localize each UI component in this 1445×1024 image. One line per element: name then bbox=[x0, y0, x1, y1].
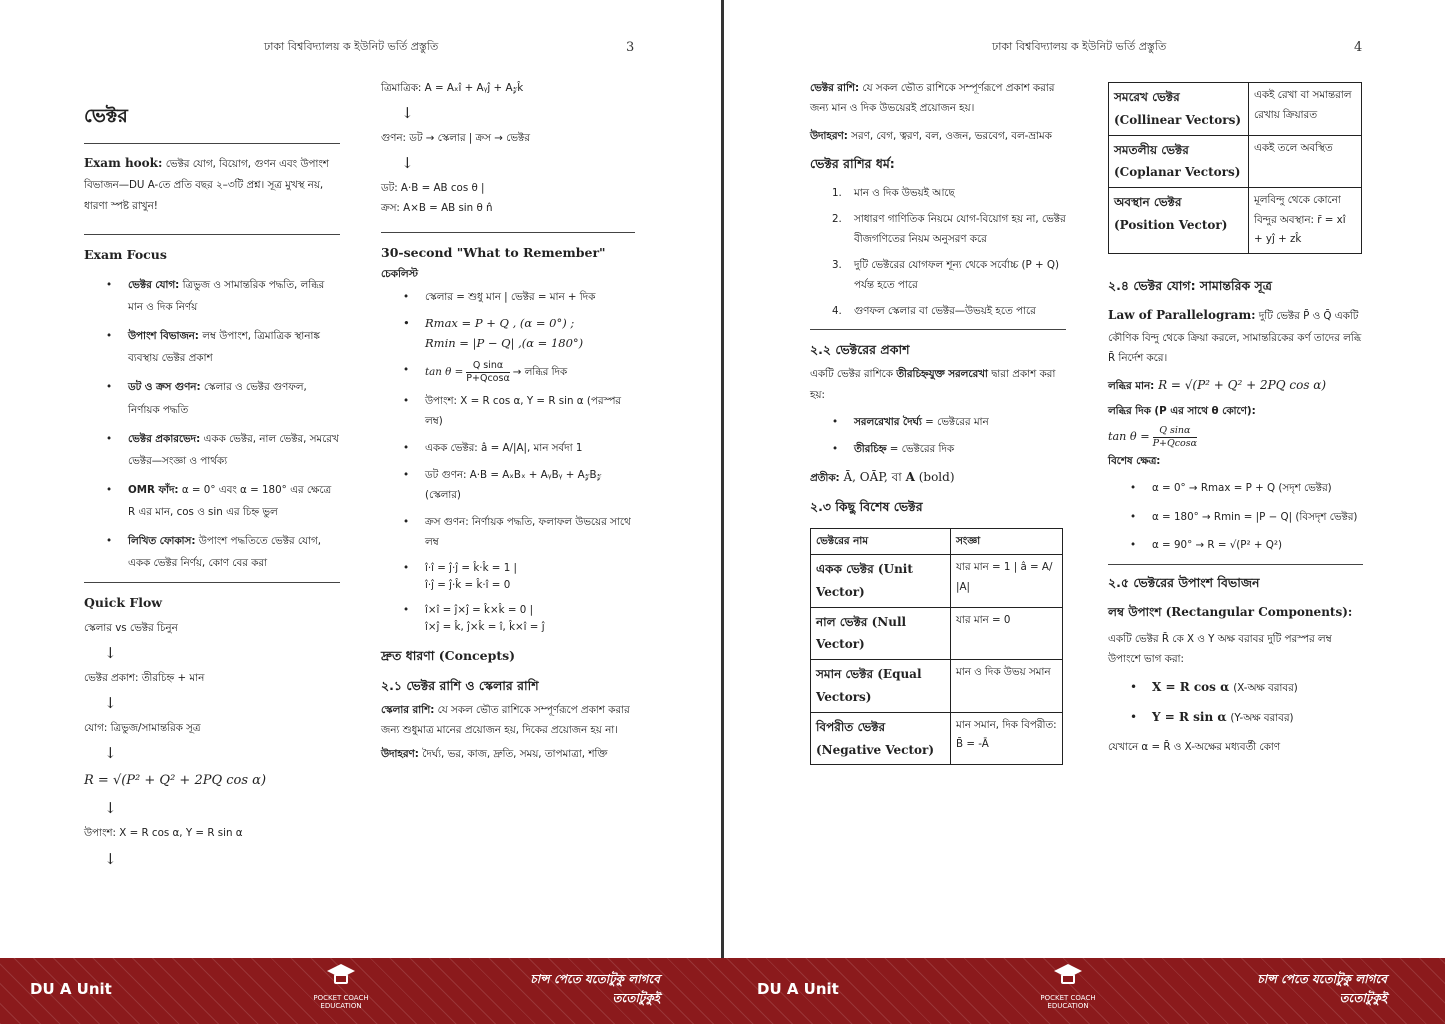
pocket-coach-logo: POCKET COACH EDUCATION bbox=[296, 962, 386, 1022]
special-vectors-table bbox=[810, 528, 1063, 766]
exam-hook: Exam hook: ভেক্টর যোগ, বিয়োগ, গুণন এবং উপাংশ বিভাজন—DU A-তে প্রতি বছর ২–৩টি প্রশ্ন। সূত্র মুখস্থ নয়, ধারণা স্পষ্ট রাখুন! bbox=[84, 156, 329, 212]
list-item: • α = 0° → Rmax = P + Q (সদৃশ ভেক্টর) bbox=[1108, 478, 1363, 500]
list-item: • ডট গুণন: A·B = AₓBₓ + AᵧBᵧ + A𝓏B𝓏 (স্কেলার) bbox=[381, 465, 635, 505]
exam-focus-list bbox=[84, 274, 340, 575]
flow-step: ভেক্টর প্রকাশ: তীরচিহ্ন + মান bbox=[84, 671, 205, 684]
table-cell: সমরেখ ভেক্টর (Collinear Vectors) bbox=[1109, 83, 1249, 136]
symbol-text: প্রতীক: Ā, OĀP, বা A (bold) bbox=[810, 469, 955, 484]
concepts-title: দ্রুত ধারণা (Concepts) bbox=[381, 647, 516, 663]
resultant-direction-title: লব্ধির দিক (P এর সাথে θ কোণে): bbox=[1108, 405, 1256, 418]
table-row bbox=[1109, 135, 1362, 188]
table-cell: নাল ভেক্টর (Null Vector) bbox=[811, 607, 951, 660]
quick-flow-title: Quick Flow bbox=[84, 595, 163, 611]
list-item: 4. গুণফল স্কেলার বা ভেক্টর—উভয়ই হতে পারে bbox=[832, 305, 1036, 317]
remember-title: 30-second "What to Remember" bbox=[381, 245, 606, 261]
remember-list bbox=[381, 287, 635, 637]
list-item: • α = 180° → Rmin = |P − Q| (বিসদৃশ ভেক্টর) bbox=[1108, 507, 1363, 529]
table-cell: একক ভেক্টর (Unit Vector) bbox=[811, 555, 951, 608]
vector-examples: উদাহরণ: সরণ, বেগ, ত্বরণ, বল, ওজন, ভরবেগ, বল-ভ্রামক bbox=[810, 130, 1052, 143]
special-cases-list bbox=[1108, 478, 1363, 557]
table-row bbox=[811, 528, 1063, 555]
rectangular-components-text: একটি ভেক্টর R̄ কে X ও Y অক্ষ বরাবর দুটি পরস্পর লম্ব উপাংশে ভাগ করা: bbox=[1108, 632, 1332, 665]
list-item: • একক ভেক্টর: â = A/|A|, মান সর্বদা 1 bbox=[381, 438, 635, 458]
page-number: 3 bbox=[626, 40, 635, 55]
exam-focus-title: Exam Focus bbox=[84, 246, 167, 262]
list-item: • তীরচিহ্ন = ভেক্টরের দিক bbox=[810, 439, 1066, 459]
graduation-cap-icon bbox=[326, 962, 356, 990]
list-item: • tan θ = $\frac{\text{Q sinα}}{P+Qcos\alpha}$ → লব্ধির দিক bbox=[381, 360, 635, 384]
table-cell: মান ও দিক উভয় সমান bbox=[951, 660, 1063, 713]
page-number: 4 bbox=[1354, 40, 1363, 55]
list-item: • X = R cos α (X-অক্ষ বরাবর) bbox=[1108, 676, 1363, 699]
list-item: 1. মান ও দিক উভয়ই আছে bbox=[832, 186, 955, 199]
cross-formula: ক্রস: A×B = AB sin θ n̂ bbox=[381, 202, 493, 215]
down-arrow-icon: ↓ bbox=[104, 694, 117, 712]
list-item: • î×î = ĵ×ĵ = k̂×k̂ = 0 | î×ĵ = k̂, ĵ×k̂ = î, k̂×î = ĵ bbox=[381, 602, 635, 637]
flow-step: উপাংশ: X = R cos α, Y = R sin α bbox=[84, 827, 243, 840]
footer-brand: DU A Unit bbox=[757, 980, 839, 998]
table-row bbox=[811, 555, 1063, 608]
down-arrow-icon: ↓ bbox=[104, 799, 117, 818]
page-header: ঢাকা বিশ্ববিদ্যালয় ক ইউনিট ভর্তি প্রস্তুতি bbox=[992, 40, 1167, 53]
page4-column-right bbox=[1108, 82, 1363, 757]
table-cell: মূলবিন্দু থেকে কোনো বিন্দুর অবস্থান: r̄ = xî + yĵ + zk̂ bbox=[1249, 188, 1362, 254]
table-cell: সমতলীয় ভেক্টর (Coplanar Vectors) bbox=[1109, 135, 1249, 188]
list-item: • Rmax = P + Q , (α = 0°) ; Rmin = |P − Q| ,(α = 180°) bbox=[381, 314, 635, 353]
dot-formula: ডট: A·B = AB cos θ | bbox=[381, 182, 485, 195]
page3-column-left bbox=[84, 78, 340, 874]
footer-right bbox=[727, 958, 1445, 1024]
parallelogram-law: Law of Parallelogram: দুটি ভেক্টর P̄ ও Q̄ একটি কৌণিক বিন্দু থেকে ক্রিয়া করলে, সামান্তরিকের কর্ণ তাদের লব্ধি R̄ নির্দেশ করে। bbox=[1108, 308, 1362, 364]
flow-step: যোগ: ত্রিভুজ/সামান্তরিক সূত্র bbox=[84, 722, 201, 734]
table-row bbox=[1109, 83, 1362, 136]
scalar-definition: স্কেলার রাশি: যে সকল ভৌত রাশিকে সম্পূর্ণরূপে প্রকাশ করার জন্য শুধুমাত্র মানের প্রয়োজন হয়, দিকের প্রয়োজন হয় না। bbox=[381, 704, 630, 737]
footer-brand: DU A Unit bbox=[30, 980, 112, 998]
special-cases-title: বিশেষ ক্ষেত্র: bbox=[1108, 455, 1161, 468]
components-list bbox=[1108, 676, 1363, 730]
list-item: • î·î = ĵ·ĵ = k̂·k̂ = 1 | î·ĵ = ĵ·k̂ = k̂·î = 0 bbox=[381, 560, 635, 595]
table-cell: মান সমান, দিক বিপরীত: B̄ = -Ā bbox=[951, 712, 1063, 765]
down-arrow-icon: ↓ bbox=[401, 154, 414, 173]
remember-subtitle: চেকলিস্ট bbox=[381, 267, 418, 280]
table-cell: যার মান = 1 | â = A/ |A| bbox=[951, 555, 1063, 608]
page3-column-right bbox=[381, 78, 635, 765]
table-cell: একই রেখা বা সমান্তরাল রেখায় ক্রিয়ারত bbox=[1249, 83, 1362, 136]
flow-formula: R = √(P² + Q² + 2PQ cos α) bbox=[84, 773, 267, 789]
footer-tagline: চান্স পেতে যতোটুকু লাগবে ততোটুকুই bbox=[530, 972, 660, 1006]
table-row bbox=[811, 660, 1063, 713]
list-item: • উপাংশ বিভাজন: লম্ব উপাংশ, ত্রিমাত্রিক স্থানাঙ্ক ব্যবস্থায় ভেক্টর প্রকাশ bbox=[84, 325, 340, 369]
down-arrow-icon: ↓ bbox=[104, 849, 117, 868]
footer-left bbox=[0, 958, 722, 1024]
representation-list bbox=[810, 412, 1066, 459]
properties-list bbox=[810, 183, 1066, 321]
table-cell: একই তলে অবস্থিত bbox=[1249, 135, 1362, 188]
table-header: ভেক্টরের নাম bbox=[811, 528, 951, 555]
list-item: • লিখিত ফোকাস: উপাংশ পদ্ধতিতে ভেক্টর যোগ, একক ভেক্টর নির্ণয়, কোণ বের করা bbox=[84, 530, 340, 574]
list-item: • Y = R sin α (Y-অক্ষ বরাবর) bbox=[1108, 706, 1363, 729]
rectangular-components-title: লম্ব উপাংশ (Rectangular Components): bbox=[1108, 605, 1353, 620]
flow-step: স্কেলার vs ভেক্টর চিনুন bbox=[84, 621, 178, 634]
representation-text: একটি ভেক্টর রাশিকে তীরচিহ্নযুক্ত সরলরেখা দ্বারা প্রকাশ করা হয়: bbox=[810, 368, 1056, 401]
flow-step: ত্রিমাত্রিক: A = Aₓî + Aᵧĵ + A𝓏k̂ bbox=[381, 82, 524, 94]
section-heading: ২.৪ ভেক্টর যোগ: সামান্তরিক সূত্র bbox=[1108, 277, 1272, 293]
graduation-cap-icon bbox=[1053, 962, 1083, 990]
footer-bar bbox=[0, 958, 1445, 1024]
list-item: • ক্রস গুণন: নির্ণায়ক পদ্ধতি, ফলাফল উভয়ের সাথে লম্ব bbox=[381, 512, 635, 552]
list-item: • ডট ও ক্রস গুণন: স্কেলার ও ভেক্টর গুণফল, নির্ণায়ক পদ্ধতি bbox=[84, 376, 340, 420]
page-header: ঢাকা বিশ্ববিদ্যালয় ক ইউনিট ভর্তি প্রস্তুতি bbox=[264, 40, 439, 53]
table-cell: যার মান = 0 bbox=[951, 607, 1063, 660]
flow-step: গুণন: ডট → স্কেলার | ক্রস → ভেক্টর bbox=[381, 132, 530, 145]
table-cell: অবস্থান ভেক্টর (Position Vector) bbox=[1109, 188, 1249, 254]
properties-title: ভেক্টর রাশির ধর্ম: bbox=[810, 156, 895, 172]
vector-definition: ভেক্টর রাশি: যে সকল ভৌত রাশিকে সম্পূর্ণরূপে প্রকাশ করার জন্য মান ও দিক উভয়েরই প্রয়োজন হয়। bbox=[810, 82, 1055, 115]
scalar-examples: উদাহরণ: দৈর্ঘ্য, ভর, কাজ, দ্রুতি, সময়, তাপমাত্রা, শক্তি bbox=[381, 748, 608, 761]
page-4 bbox=[724, 0, 1445, 1024]
section-heading: ২.২ ভেক্টরের প্রকাশ bbox=[810, 342, 910, 358]
list-item: • ভেক্টর যোগ: ত্রিভুজ ও সামান্তরিক পদ্ধতি, লব্ধির মান ও দিক নির্ণয় bbox=[84, 274, 340, 318]
list-item: • OMR ফাঁদ: α = 0° এবং α = 180° এর ক্ষেত্রে R এর মান, cos ও sin এর চিহ্ন ভুল bbox=[84, 479, 340, 523]
down-arrow-icon: ↓ bbox=[104, 643, 117, 662]
list-item: • α = 90° → R = √(P² + Q²) bbox=[1108, 535, 1363, 557]
list-item: • ভেক্টর প্রকারভেদ: একক ভেক্টর, নাল ভেক্টর, সমরেখ ভেক্টর—সংজ্ঞা ও পার্থক্য bbox=[84, 428, 340, 472]
list-item: • সরলরেখার দৈর্ঘ্য = ভেক্টরের মান bbox=[810, 412, 1066, 432]
footer-tagline: চান্স পেতে যতোটুকু লাগবে ততোটুকুই bbox=[1257, 972, 1387, 1006]
table-row bbox=[811, 712, 1063, 765]
list-item: • উপাংশ: X = R cos α, Y = R sin α (পরস্পর লম্ব) bbox=[381, 391, 635, 431]
list-item: 2. সাধারণ গাণিতিক নিয়মে যোগ-বিয়োগ হয় না, ভেক্টর বীজগণিতের নিয়ম অনুসরণ করে bbox=[832, 212, 1066, 245]
table-cell: বিপরীত ভেক্টর (Negative Vector) bbox=[811, 712, 951, 765]
table-row bbox=[1109, 188, 1362, 254]
list-item: 3. দুটি ভেক্টরের যোগফল শূন্য থেকে সর্বোচ্চ (P + Q) পর্যন্ত হতে পারে bbox=[832, 258, 1060, 291]
section-heading: ২.১ ভেক্টর রাশি ও স্কেলার রাশি bbox=[381, 677, 539, 693]
down-arrow-icon: ↓ bbox=[104, 744, 117, 763]
section-heading: ২.৫ ভেক্টরের উপাংশ বিভাজন bbox=[1108, 574, 1260, 590]
table-cell: সমান ভেক্টর (Equal Vectors) bbox=[811, 660, 951, 713]
table-header: সংজ্ঞা bbox=[951, 528, 1063, 555]
resultant-direction-formula: tan θ = $\frac{\text{Q sinα}}{P+Qcos\alpha}$ bbox=[1108, 425, 1198, 449]
vector-types-table bbox=[1108, 82, 1362, 254]
down-arrow-icon: ↓ bbox=[401, 104, 414, 123]
page-title: ভেক্টর bbox=[84, 105, 128, 127]
resultant-magnitude: লব্ধির মান: R = √(P² + Q² + 2PQ cos α) bbox=[1108, 377, 1327, 392]
pocket-coach-logo: POCKET COACH EDUCATION bbox=[1023, 962, 1113, 1022]
list-item: • স্কেলার = শুধু মান | ভেক্টর = মান + দিক bbox=[381, 287, 635, 307]
page4-column-left bbox=[810, 78, 1066, 765]
page-3 bbox=[0, 0, 721, 1024]
table-row bbox=[811, 607, 1063, 660]
section-heading: ২.৩ কিছু বিশেষ ভেক্টর bbox=[810, 499, 923, 515]
angle-note: যেখানে α = R̄ ও X-অক্ষের মধ্যবর্তী কোণ bbox=[1108, 740, 1280, 753]
